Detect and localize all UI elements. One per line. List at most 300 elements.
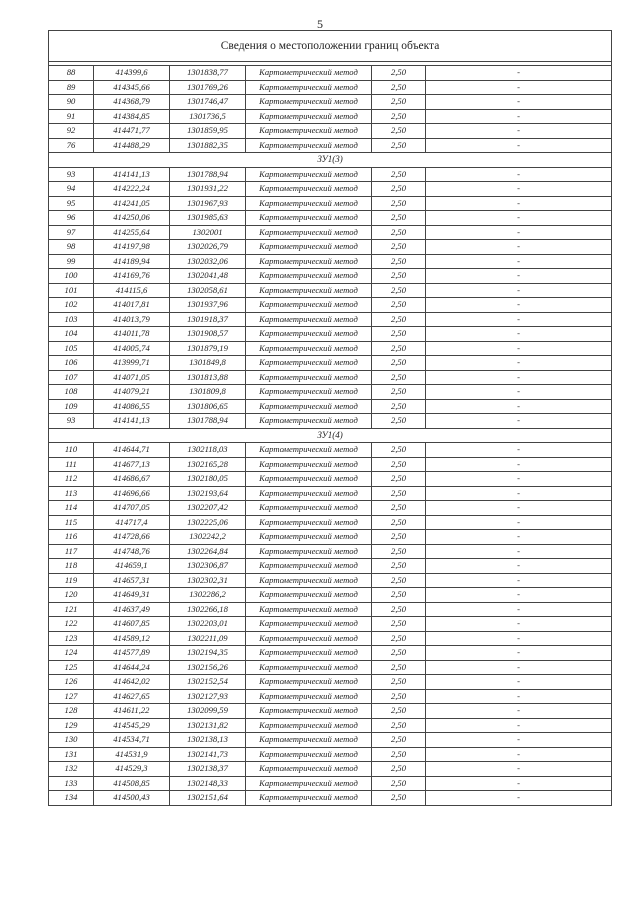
x-coordinate-cell: 414115,6 [94,283,170,298]
accuracy-cell: 2,50 [372,747,426,762]
method-cell: Картометрический метод [246,370,372,385]
table-row [49,646,612,661]
y-coordinate-cell: 1302266,18 [170,602,246,617]
x-coordinate-cell: 414222,24 [94,182,170,197]
section-name: ЗУ1(3) [49,153,612,168]
description-cell: - [426,631,612,646]
x-coordinate-cell: 414368,79 [94,95,170,110]
method-cell: Картометрический метод [246,602,372,617]
point-number-cell: 125 [49,660,94,675]
description-cell: - [426,211,612,226]
y-coordinate-cell: 1302032,06 [170,254,246,269]
point-number-cell: 134 [49,791,94,806]
title-row [49,31,612,62]
y-coordinate-cell: 1302286,2 [170,588,246,603]
method-cell: Картометрический метод [246,225,372,240]
description-cell: - [426,124,612,139]
point-number-cell: 92 [49,124,94,139]
method-cell: Картометрический метод [246,109,372,124]
point-number-cell: 117 [49,544,94,559]
y-coordinate-cell: 1301813,88 [170,370,246,385]
accuracy-cell: 2,50 [372,240,426,255]
accuracy-cell: 2,50 [372,675,426,690]
y-coordinate-cell: 1301908,57 [170,327,246,342]
point-number-cell: 116 [49,530,94,545]
y-coordinate-cell: 1301809,8 [170,385,246,400]
table-row [49,762,612,777]
description-cell: - [426,457,612,472]
x-coordinate-cell: 414255,64 [94,225,170,240]
x-coordinate-cell: 414250,06 [94,211,170,226]
method-cell: Картометрический метод [246,327,372,342]
description-cell: - [426,283,612,298]
description-cell: - [426,370,612,385]
x-coordinate-cell: 414529,3 [94,762,170,777]
accuracy-cell: 2,50 [372,704,426,719]
point-number-cell: 132 [49,762,94,777]
method-cell: Картометрический метод [246,501,372,516]
x-coordinate-cell: 414471,77 [94,124,170,139]
x-coordinate-cell: 414545,29 [94,718,170,733]
description-cell: - [426,776,612,791]
description-cell: - [426,196,612,211]
method-cell: Картометрический метод [246,733,372,748]
x-coordinate-cell: 414637,49 [94,602,170,617]
point-number-cell: 111 [49,457,94,472]
point-number-cell: 130 [49,733,94,748]
x-coordinate-cell: 414508,85 [94,776,170,791]
table-row [49,443,612,458]
x-coordinate-cell: 414707,05 [94,501,170,516]
table-row [49,733,612,748]
description-cell: - [426,486,612,501]
point-number-cell: 89 [49,80,94,95]
point-number-cell: 131 [49,747,94,762]
table-row [49,530,612,545]
accuracy-cell: 2,50 [372,356,426,371]
x-coordinate-cell: 414345,66 [94,80,170,95]
table-row [49,109,612,124]
accuracy-cell: 2,50 [372,283,426,298]
point-number-cell: 124 [49,646,94,661]
y-coordinate-cell: 1302242,2 [170,530,246,545]
accuracy-cell: 2,50 [372,776,426,791]
x-coordinate-cell: 414079,21 [94,385,170,400]
method-cell: Картометрический метод [246,747,372,762]
x-coordinate-cell: 414011,78 [94,327,170,342]
table-row [49,602,612,617]
method-cell: Картометрический метод [246,762,372,777]
description-cell: - [426,602,612,617]
x-coordinate-cell: 414086,55 [94,399,170,414]
accuracy-cell: 2,50 [372,588,426,603]
method-cell: Картометрический метод [246,559,372,574]
accuracy-cell: 2,50 [372,225,426,240]
method-cell: Картометрический метод [246,341,372,356]
point-number-cell: 118 [49,559,94,574]
method-cell: Картометрический метод [246,66,372,81]
table-row [49,631,612,646]
y-coordinate-cell: 1301918,37 [170,312,246,327]
y-coordinate-cell: 1301879,19 [170,341,246,356]
x-coordinate-cell: 414189,94 [94,254,170,269]
accuracy-cell: 2,50 [372,109,426,124]
y-coordinate-cell: 1301931,22 [170,182,246,197]
table-row [49,298,612,313]
x-coordinate-cell: 413999,71 [94,356,170,371]
table-row [49,254,612,269]
x-coordinate-cell: 414577,89 [94,646,170,661]
y-coordinate-cell: 1302211,09 [170,631,246,646]
method-cell: Картометрический метод [246,80,372,95]
accuracy-cell: 2,50 [372,327,426,342]
point-number-cell: 95 [49,196,94,211]
y-coordinate-cell: 1301967,93 [170,196,246,211]
method-cell: Картометрический метод [246,95,372,110]
section-header-row [49,153,612,168]
point-number-cell: 120 [49,588,94,603]
table-row [49,80,612,95]
x-coordinate-cell: 414728,66 [94,530,170,545]
table-row [49,167,612,182]
table-row [49,414,612,429]
accuracy-cell: 2,50 [372,646,426,661]
boundary-table-sheet [48,30,611,806]
accuracy-cell: 2,50 [372,95,426,110]
description-cell: - [426,747,612,762]
table-row [49,501,612,516]
method-cell: Картометрический метод [246,298,372,313]
accuracy-cell: 2,50 [372,269,426,284]
y-coordinate-cell: 1302127,93 [170,689,246,704]
method-cell: Картометрический метод [246,240,372,255]
method-cell: Картометрический метод [246,356,372,371]
method-cell: Картометрический метод [246,544,372,559]
accuracy-cell: 2,50 [372,544,426,559]
accuracy-cell: 2,50 [372,370,426,385]
point-number-cell: 100 [49,269,94,284]
accuracy-cell: 2,50 [372,530,426,545]
method-cell: Картометрический метод [246,486,372,501]
y-coordinate-cell: 1301788,94 [170,414,246,429]
description-cell: - [426,414,612,429]
method-cell: Картометрический метод [246,138,372,153]
point-number-cell: 133 [49,776,94,791]
point-number-cell: 108 [49,385,94,400]
x-coordinate-cell: 414384,85 [94,109,170,124]
y-coordinate-cell: 1301985,63 [170,211,246,226]
x-coordinate-cell: 414141,13 [94,167,170,182]
accuracy-cell: 2,50 [372,167,426,182]
accuracy-cell: 2,50 [372,631,426,646]
description-cell: - [426,559,612,574]
method-cell: Картометрический метод [246,718,372,733]
description-cell: - [426,80,612,95]
y-coordinate-cell: 1302180,05 [170,472,246,487]
table-row [49,486,612,501]
y-coordinate-cell: 1302026,79 [170,240,246,255]
y-coordinate-cell: 1302138,13 [170,733,246,748]
method-cell: Картометрический метод [246,457,372,472]
point-number-cell: 114 [49,501,94,516]
y-coordinate-cell: 1302138,37 [170,762,246,777]
table-row [49,124,612,139]
accuracy-cell: 2,50 [372,211,426,226]
accuracy-cell: 2,50 [372,660,426,675]
method-cell: Картометрический метод [246,283,372,298]
point-number-cell: 98 [49,240,94,255]
method-cell: Картометрический метод [246,196,372,211]
description-cell: - [426,733,612,748]
accuracy-cell: 2,50 [372,298,426,313]
y-coordinate-cell: 1301937,96 [170,298,246,313]
x-coordinate-cell: 414659,1 [94,559,170,574]
description-cell: - [426,109,612,124]
y-coordinate-cell: 1301849,8 [170,356,246,371]
point-number-cell: 115 [49,515,94,530]
x-coordinate-cell: 414696,66 [94,486,170,501]
y-coordinate-cell: 1301838,77 [170,66,246,81]
point-number-cell: 110 [49,443,94,458]
x-coordinate-cell: 414169,76 [94,269,170,284]
method-cell: Картометрический метод [246,414,372,429]
y-coordinate-cell: 1302193,64 [170,486,246,501]
y-coordinate-cell: 1302306,87 [170,559,246,574]
description-cell: - [426,762,612,777]
method-cell: Картометрический метод [246,675,372,690]
description-cell: - [426,530,612,545]
point-number-cell: 99 [49,254,94,269]
x-coordinate-cell: 414071,05 [94,370,170,385]
accuracy-cell: 2,50 [372,399,426,414]
x-coordinate-cell: 414644,24 [94,660,170,675]
accuracy-cell: 2,50 [372,617,426,632]
section-header-row [49,428,612,443]
y-coordinate-cell: 1302152,54 [170,675,246,690]
table-row [49,341,612,356]
point-number-cell: 106 [49,356,94,371]
description-cell: - [426,356,612,371]
x-coordinate-cell: 414642,02 [94,675,170,690]
x-coordinate-cell: 414589,12 [94,631,170,646]
accuracy-cell: 2,50 [372,501,426,516]
description-cell: - [426,617,612,632]
method-cell: Картометрический метод [246,399,372,414]
method-cell: Картометрический метод [246,791,372,806]
accuracy-cell: 2,50 [372,138,426,153]
point-number-cell: 103 [49,312,94,327]
y-coordinate-cell: 1301736,5 [170,109,246,124]
method-cell: Картометрический метод [246,515,372,530]
point-number-cell: 129 [49,718,94,733]
y-coordinate-cell: 1302131,82 [170,718,246,733]
y-coordinate-cell: 1302151,64 [170,791,246,806]
accuracy-cell: 2,50 [372,602,426,617]
description-cell: - [426,298,612,313]
x-coordinate-cell: 414005,74 [94,341,170,356]
description-cell: - [426,646,612,661]
accuracy-cell: 2,50 [372,733,426,748]
x-coordinate-cell: 414748,76 [94,544,170,559]
table-row [49,225,612,240]
accuracy-cell: 2,50 [372,254,426,269]
accuracy-cell: 2,50 [372,559,426,574]
method-cell: Картометрический метод [246,312,372,327]
point-number-cell: 126 [49,675,94,690]
point-number-cell: 123 [49,631,94,646]
y-coordinate-cell: 1302099,59 [170,704,246,719]
accuracy-cell: 2,50 [372,341,426,356]
y-coordinate-cell: 1301769,26 [170,80,246,95]
accuracy-cell: 2,50 [372,791,426,806]
x-coordinate-cell: 414686,67 [94,472,170,487]
table-row [49,370,612,385]
y-coordinate-cell: 1302001 [170,225,246,240]
point-number-cell: 76 [49,138,94,153]
table-row [49,544,612,559]
accuracy-cell: 2,50 [372,385,426,400]
description-cell: - [426,472,612,487]
table-row [49,573,612,588]
table-row [49,356,612,371]
method-cell: Картометрический метод [246,660,372,675]
description-cell: - [426,791,612,806]
point-number-cell: 105 [49,341,94,356]
description-cell: - [426,138,612,153]
point-number-cell: 94 [49,182,94,197]
table-row [49,617,612,632]
y-coordinate-cell: 1301859,95 [170,124,246,139]
y-coordinate-cell: 1301882,35 [170,138,246,153]
accuracy-cell: 2,50 [372,515,426,530]
description-cell: - [426,225,612,240]
point-number-cell: 96 [49,211,94,226]
table-row [49,675,612,690]
description-cell: - [426,254,612,269]
accuracy-cell: 2,50 [372,124,426,139]
description-cell: - [426,240,612,255]
table-row [49,283,612,298]
description-cell: - [426,167,612,182]
description-cell: - [426,399,612,414]
description-cell: - [426,312,612,327]
method-cell: Картометрический метод [246,573,372,588]
x-coordinate-cell: 414013,79 [94,312,170,327]
accuracy-cell: 2,50 [372,718,426,733]
y-coordinate-cell: 1302203,01 [170,617,246,632]
y-coordinate-cell: 1301806,65 [170,399,246,414]
description-cell: - [426,718,612,733]
y-coordinate-cell: 1302148,33 [170,776,246,791]
point-number-cell: 112 [49,472,94,487]
table-row [49,138,612,153]
description-cell: - [426,269,612,284]
table-row [49,385,612,400]
method-cell: Картометрический метод [246,443,372,458]
description-cell: - [426,588,612,603]
x-coordinate-cell: 414488,29 [94,138,170,153]
table-row [49,196,612,211]
accuracy-cell: 2,50 [372,689,426,704]
point-number-cell: 93 [49,414,94,429]
method-cell: Картометрический метод [246,472,372,487]
method-cell: Картометрический метод [246,588,372,603]
x-coordinate-cell: 414607,85 [94,617,170,632]
table-row [49,718,612,733]
accuracy-cell: 2,50 [372,196,426,211]
method-cell: Картометрический метод [246,617,372,632]
table-title: Сведения о местоположении границ объекта [49,31,612,62]
table-row [49,747,612,762]
table-row [49,689,612,704]
description-cell: - [426,385,612,400]
table-row [49,399,612,414]
method-cell: Картометрический метод [246,646,372,661]
point-number-cell: 93 [49,167,94,182]
method-cell: Картометрический метод [246,167,372,182]
y-coordinate-cell: 1302165,28 [170,457,246,472]
y-coordinate-cell: 1302225,06 [170,515,246,530]
point-number-cell: 128 [49,704,94,719]
method-cell: Картометрический метод [246,124,372,139]
table-row [49,704,612,719]
x-coordinate-cell: 414644,71 [94,443,170,458]
accuracy-cell: 2,50 [372,573,426,588]
x-coordinate-cell: 414241,05 [94,196,170,211]
point-number-cell: 97 [49,225,94,240]
y-coordinate-cell: 1302264,84 [170,544,246,559]
accuracy-cell: 2,50 [372,182,426,197]
accuracy-cell: 2,50 [372,457,426,472]
point-number-cell: 113 [49,486,94,501]
point-number-cell: 101 [49,283,94,298]
x-coordinate-cell: 414399,6 [94,66,170,81]
y-coordinate-cell: 1302141,73 [170,747,246,762]
y-coordinate-cell: 1301746,47 [170,95,246,110]
accuracy-cell: 2,50 [372,66,426,81]
x-coordinate-cell: 414534,71 [94,733,170,748]
point-number-cell: 91 [49,109,94,124]
point-number-cell: 119 [49,573,94,588]
table-row [49,559,612,574]
description-cell: - [426,704,612,719]
method-cell: Картометрический метод [246,254,372,269]
description-cell: - [426,573,612,588]
table-row [49,182,612,197]
point-number-cell: 104 [49,327,94,342]
accuracy-cell: 2,50 [372,486,426,501]
x-coordinate-cell: 414677,13 [94,457,170,472]
accuracy-cell: 2,50 [372,443,426,458]
point-number-cell: 121 [49,602,94,617]
point-number-cell: 102 [49,298,94,313]
method-cell: Картометрический метод [246,530,372,545]
y-coordinate-cell: 1302041,48 [170,269,246,284]
point-number-cell: 122 [49,617,94,632]
table-row [49,515,612,530]
description-cell: - [426,443,612,458]
point-number-cell: 88 [49,66,94,81]
table-row [49,588,612,603]
description-cell: - [426,66,612,81]
description-cell: - [426,95,612,110]
y-coordinate-cell: 1302156,26 [170,660,246,675]
y-coordinate-cell: 1302058,61 [170,283,246,298]
table-row [49,327,612,342]
table-row [49,457,612,472]
method-cell: Картометрический метод [246,704,372,719]
description-cell: - [426,675,612,690]
